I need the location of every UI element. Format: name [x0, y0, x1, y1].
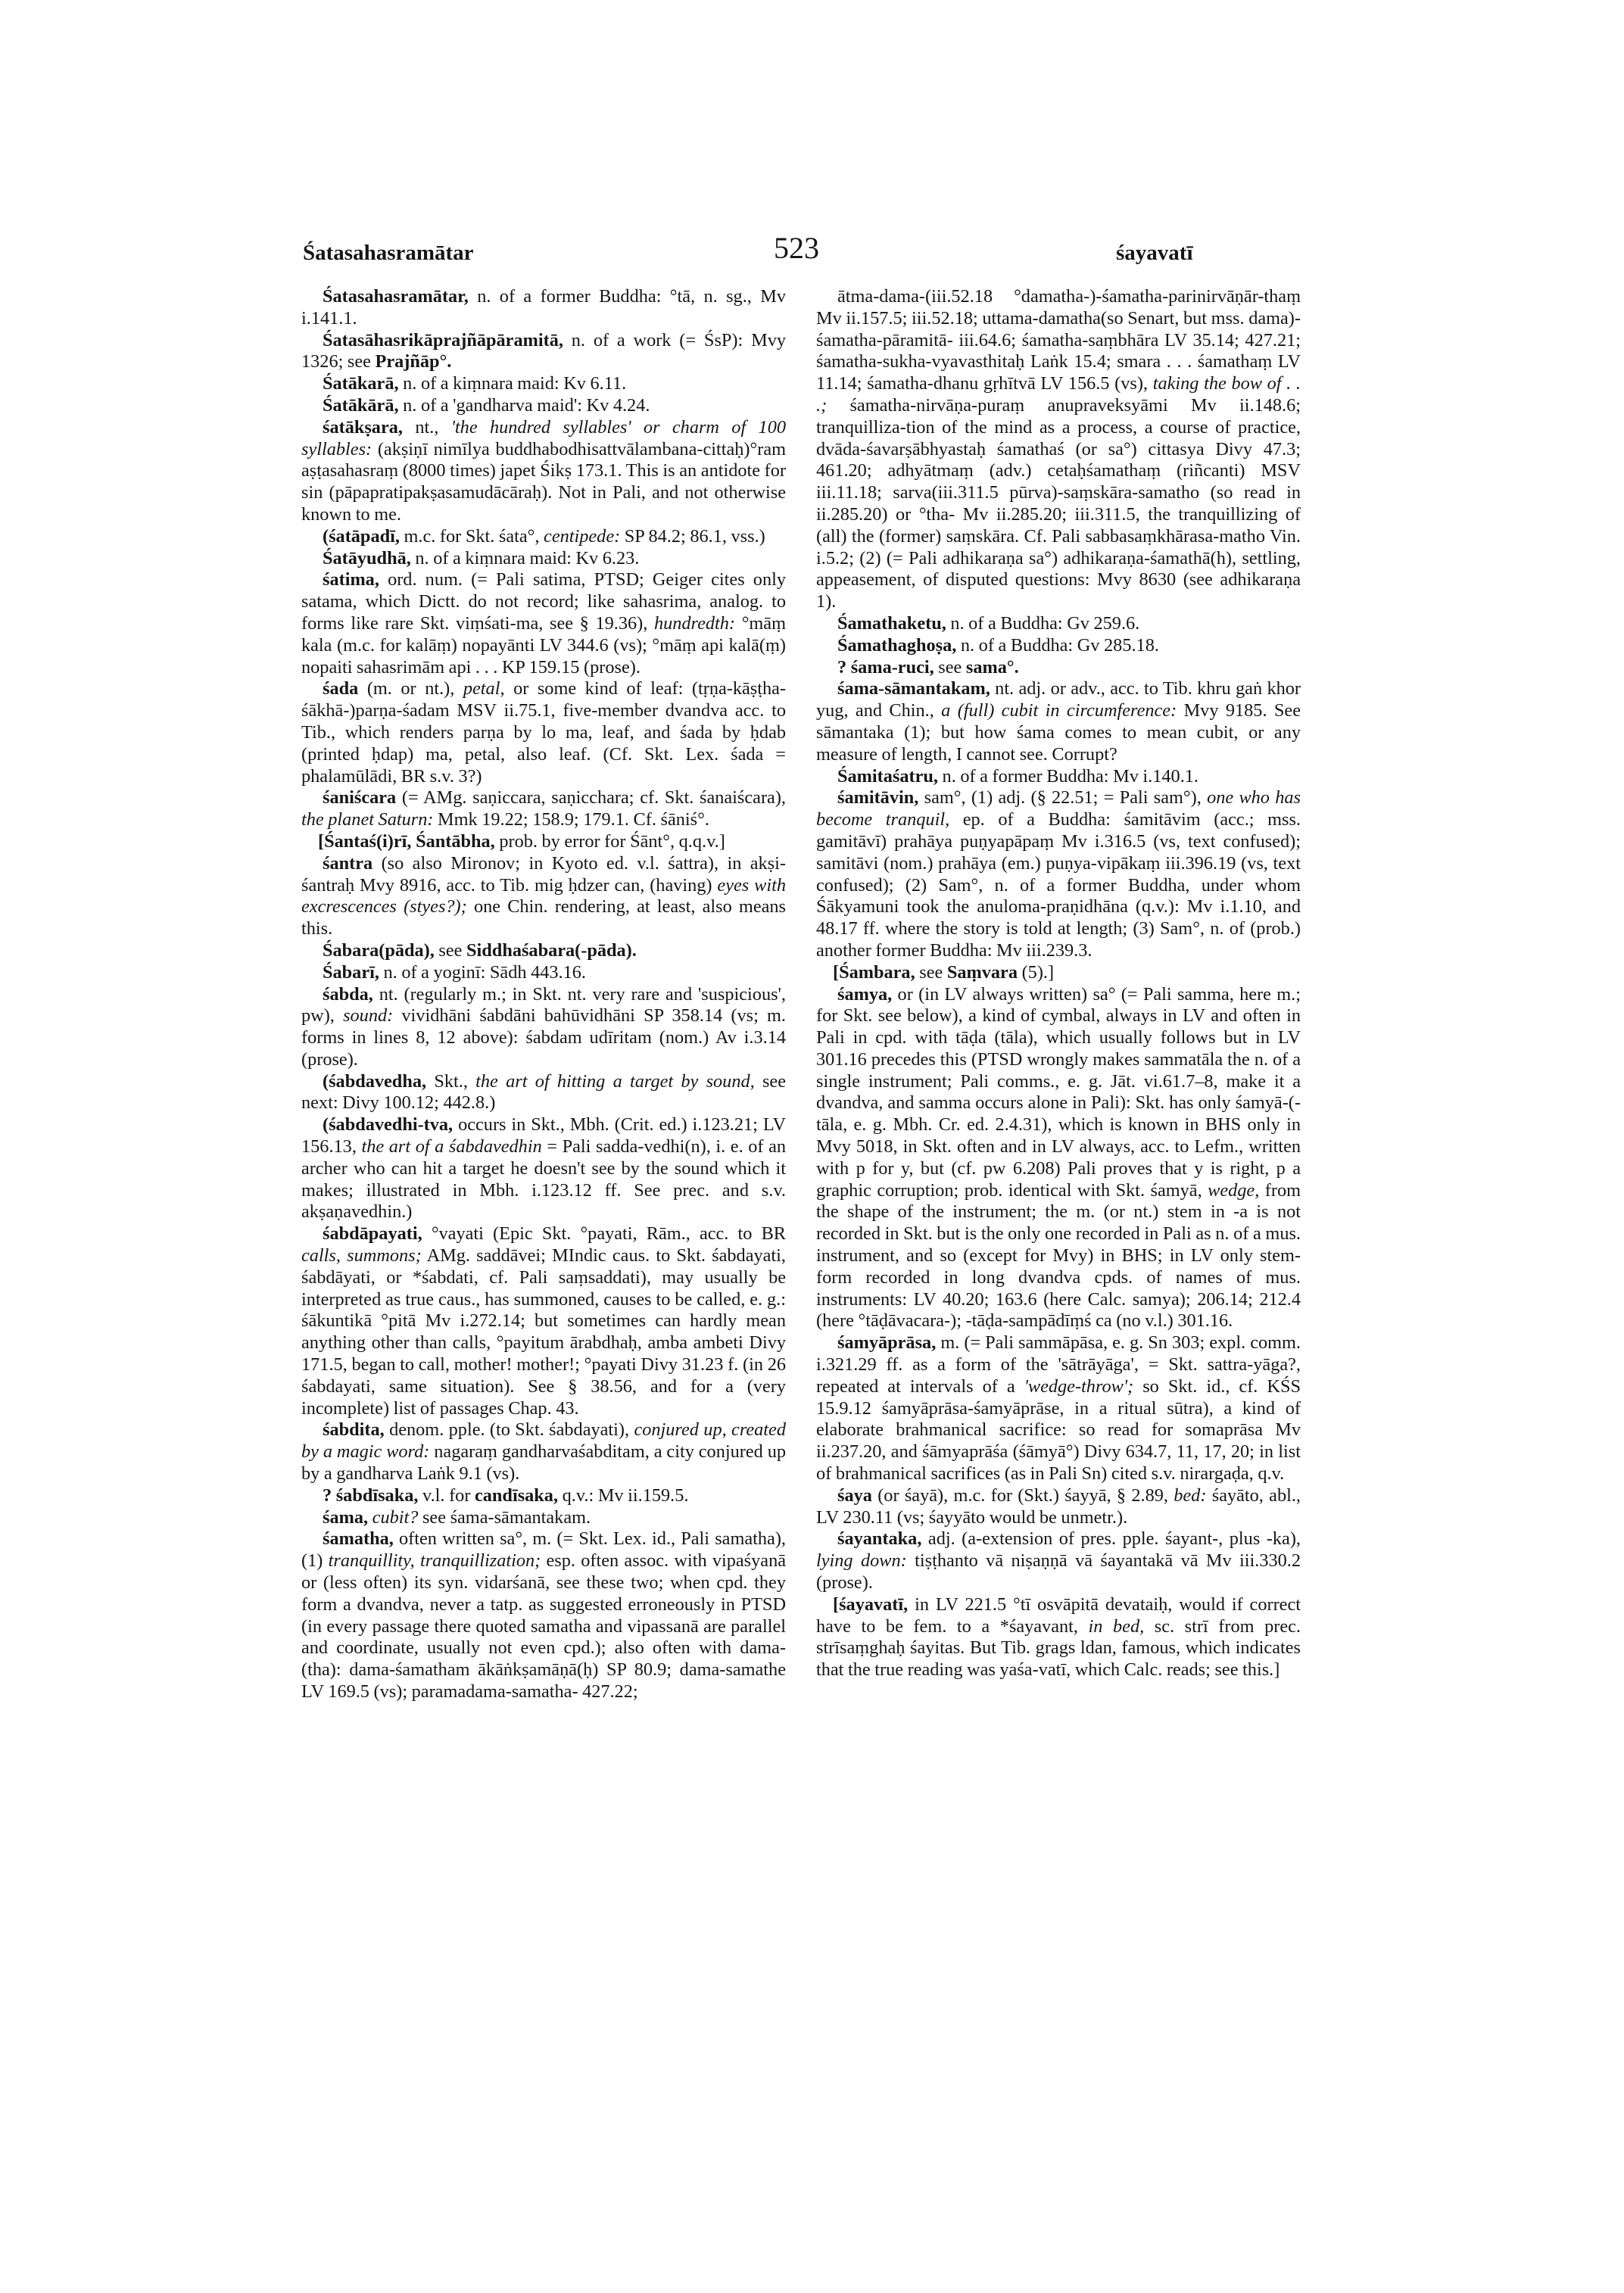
headword: śaniścara: [323, 787, 397, 808]
italic-gloss: eyes with excrescences (styes?);: [301, 874, 786, 918]
italic-gloss: the art of hitting a target by sound,: [475, 1070, 755, 1092]
cross-reference: candīsaka,: [474, 1485, 559, 1506]
italic-gloss: hundredth:: [653, 612, 736, 634]
headword: śamyāprāsa,: [837, 1332, 937, 1354]
dictionary-entry: [301, 962, 786, 984]
headword: [śayavatī,: [833, 1594, 909, 1615]
entry-text: AMg. saddāvei; MIndic caus. to Skt. śabdayati, śabdāyati, or *śabdati, cf. Pali saṃsaddati), may usually be interpreted as true caus., has summoned, causes to be called, e. g.: śākuntikā °pitā Mv i.272.14; but sometimes can hardly mean anything other than calls, °payitum ārabdhaḥ, amba ambeti Divy 171.5, began to call, mother! mother!; °payati Divy 31.23 f. (in 26 śabdayati, same situation). See § 38.56, and for a (very incomplete) list of passages Chap. 43.: [301, 1245, 786, 1419]
page-number: 523: [774, 231, 819, 265]
headword: śamitāvin,: [837, 787, 919, 808]
entry-text: ord. num. (= Pali satima, PTSD; Geiger cites only satama, which Dictt. do not record; like sahasrima, analog. to forms like rare Skt. viṃśati-ma, see § 19.36),: [301, 569, 786, 634]
entry-text: sam°, (1) adj. (§ 22.51; = Pali sam°),: [924, 787, 1208, 808]
entry-text: denom. pple. (to Skt. śabdayati),: [389, 1419, 634, 1441]
dictionary-entry: [301, 787, 786, 831]
dictionary-entry: [301, 286, 786, 330]
entry-text: see: [938, 656, 962, 678]
cross-reference: Saṃvara: [946, 961, 1018, 983]
dictionary-entry: [301, 548, 786, 570]
entry-text: one Chin. rendering, at least, also means this.: [301, 896, 786, 939]
italic-gloss: sound:: [343, 1005, 394, 1027]
headword: ? śabdīsaka,: [323, 1485, 419, 1506]
entry-text: (= AMg. saṇiccara, saṇicchara; cf. Skt. śanaiścara),: [401, 787, 787, 808]
running-head-left: Śatasahasramātar: [303, 241, 474, 265]
headword: Śamitaśatru,: [837, 765, 938, 787]
entry-text: (m. or nt.),: [366, 678, 463, 699]
entry-text: Mmk 19.22; 158.9; 179.1. Cf. śāniś°.: [438, 809, 709, 830]
entry-text: n. of a kiṃnara maid: Kv 6.23.: [415, 547, 640, 569]
dictionary-entry: [301, 395, 786, 417]
entry-text: v.l. for: [422, 1485, 471, 1506]
headword: Śatākārā,: [323, 394, 399, 416]
dictionary-entry: [816, 657, 1301, 679]
entry-text: adj. (a-extension of pres. pple. śayant-, plus -ka),: [927, 1528, 1301, 1550]
headword: śantra: [323, 852, 373, 874]
entry-text: (akṣiṇī nimīlya buddhabodhisattvālambana-cittaḥ)°ram aṣṭasahasraṃ (8000 times) japet Śikṣ 173.1. This is an antidote for sin (pāpapratipakṣasamudācāraḥ). Not in Pali, and not otherwise known to me.: [301, 438, 787, 525]
entry-text: often written sa°, m. (= Skt. Lex. id., Pali samatha), (1): [301, 1528, 786, 1572]
dictionary-entry: [301, 1485, 786, 1507]
entry-text: śamatha-nirvāṇa-puraṃ anupraveksyāmi Mv ii.148.6; tranquilliza-tion of the mind as a process, a course of practice, dvāda-śavarṣābhyastaḥ śamathaś (or sa°) cittasya Divy 47.3; 461.20; adhyātmaṃ (adv.) cetaḥśamathaṃ (riñcanti) MSV iii.11.18; sarva(iii.311.5 pūrva)-saṃskāra-samatho (so read in ii.285.20) or °tha- Mv ii.285.20; iii.311.5, the tranquillizing of (all) the (former) saṃskāra. Cf. Pali sabbasaṃkhārasa-matho Vin. i.5.2; (2) (= Pali adhikaraṇa sa°) adhikaraṇa-śamathā(h), settling, appeasement, of disputed questions: Mvy 8630 (see adhikaraṇa 1).: [816, 394, 1301, 612]
italic-gloss: taking the bow of . . .;: [816, 373, 1301, 416]
headword: śaya: [837, 1485, 872, 1506]
headword: Śatākarā,: [323, 373, 399, 394]
dictionary-entry: [301, 1507, 786, 1529]
italic-gloss: one who has become tranquil,: [816, 787, 1301, 830]
entry-text: (or śayā), m.c. for (Skt.) śayyā, § 2.89,: [877, 1485, 1174, 1506]
left-column: [301, 286, 786, 1703]
entry-text: nt. (regularly m.; in Skt. nt. very rare and 'suspicious', pw),: [301, 983, 786, 1027]
entry-text: nt.,: [415, 416, 451, 438]
entry-text: °vayati (Epic Skt. °payati, Rām., acc. to BR: [431, 1223, 786, 1245]
italic-gloss: cubit?: [372, 1506, 419, 1528]
entry-text: n. of a 'gandharva maid': Kv 4.24.: [403, 394, 650, 416]
dictionary-entry: [816, 984, 1301, 1333]
dictionary-entry: [816, 613, 1301, 635]
headword: śatima,: [323, 569, 379, 590]
headword: [Śambara,: [833, 961, 915, 983]
headword: Śabarī,: [323, 961, 379, 983]
entry-text: Skt.,: [434, 1070, 476, 1092]
dictionary-entry: [816, 286, 1301, 613]
dictionary-entry: [816, 787, 1301, 961]
headword: [Śantaś(i)rī, Śantābha,: [318, 830, 495, 852]
italic-gloss: petal,: [463, 678, 505, 699]
italic-gloss: centipede:: [544, 525, 621, 547]
italic-gloss: lying down:: [816, 1550, 907, 1572]
right-column: [816, 286, 1301, 1681]
italic-gloss: a (full) cubit in circumference:: [941, 700, 1177, 721]
headword: śamya,: [837, 983, 893, 1005]
entry-text: n. of a yoginī: Sādh 443.16.: [383, 961, 586, 983]
headword: Śamathaghoṣa,: [837, 634, 957, 656]
italic-gloss: tranquillity, tranquillization;: [328, 1550, 541, 1572]
entry-text: m. (= Pali sammāpāsa, e. g. Sn 303; expl. comm. i.321.29 ff. as a form of the 'sātrāyāga', = Skt. sattra-yāga?, repeated at intervals of a: [816, 1332, 1301, 1397]
entry-text: n. of a kiṃnara maid: Kv 6.11.: [403, 373, 627, 394]
entry-text: tiṣṭhanto vā niṣaṇṇā vā śayantakā vā Mv iii.330.2 (prose).: [816, 1550, 1301, 1594]
dictionary-entry: [301, 569, 786, 678]
dictionary-entry: [816, 1485, 1301, 1529]
dictionary-entry: [301, 1071, 786, 1115]
headword: Śabara(pāda),: [323, 939, 435, 961]
entry-text: q.v.: Mv ii.159.5.: [562, 1485, 689, 1506]
entry-text: °māṃ kala (m.c. for kalāṃ) nopayānti LV 344.6 (vs); °māṃ api kalā(ṃ) nopaiti sahasrimām api . . . KP 159.15 (prose).: [301, 612, 786, 678]
headword: Śamathaketu,: [837, 612, 946, 634]
dictionary-entry: [301, 417, 786, 526]
entry-text: see śama-sāmantakam.: [422, 1506, 591, 1528]
entry-text: n. of a former Buddha: °tā, n. sg., Mv i.141.1.: [301, 286, 786, 329]
headword: śatākṣara,: [323, 416, 403, 438]
cross-reference: Siddhaśabara(-pāda).: [466, 939, 637, 961]
headword: (śatāpadī,: [323, 525, 400, 547]
cross-reference: Prajñāp°.: [375, 351, 452, 372]
entry-text: = Pali sadda-vedhi(n), i. e. of an archer who can hit a target he doesn't see by the sound which it makes; illustrated in Mbh. i.123.12 ff. See prec. and s.v. akṣaṇavedhin.): [301, 1136, 786, 1223]
headword: Śatasahasramātar,: [323, 286, 469, 307]
italic-gloss: the art of a śabdavedhin: [361, 1136, 542, 1157]
entry-text: ep. of a Buddha: śamitāvim (acc.; mss. gamitāvī) prahāya puṇyapāpaṃ Mv i.316.5 (vs, text confused); samitāvi (nom.) prahāya (em.) puṇya-vipākaṃ iii.396.19 (vs, text confused); (2) Sam°, n. of a former Buddha, under whom Śākyamuni took the anuloma-praṇidhāna (q.v.): Mv i.1.10, and 48.17 ff. where the story is told at length; (3) Sam°, n. of (prob.) another former Buddha: Mv iii.239.3.: [816, 809, 1301, 961]
entry-text: or (in LV always written) sa° (= Pali samma, here m.; for Skt. see below), a kind of cymbal, always in LV and often in Pali in cpd. with tāḍa (tāla), which usually follows but in LV 301.16 precedes this (PTSD wrongly makes sammatāla the n. of a single instrument; Pali comms., e. g. Jāt. vi.61.7–8, make it a dvandva, and samma occurs alone in Pali): Skt. has only śamyā-(-tāla, e. g. Mbh. Cr. ed. 2.4.31), which is known in BHS only in Mvy 5018, in Skt. often and in LV always, acc. to Lefm., written with p for y, but (cf. pw 6.208) Pali proves that y is right, p a graphic corruption; prob. identical with Skt. śamyā,: [816, 983, 1301, 1201]
headword: śama,: [323, 1506, 369, 1528]
entry-text: śayāto, abl., LV 230.11 (vs; śayyāto would be unmetr.).: [816, 1485, 1301, 1528]
headword: śabda,: [323, 983, 373, 1005]
dictionary-entry: [301, 831, 786, 853]
dictionary-entry: [816, 635, 1301, 657]
italic-gloss: 'the hundred syllables' or charm of 100 syllables:: [301, 416, 786, 460]
running-head-right: śayavatī: [1116, 241, 1193, 265]
entry-text: so Skt. id., cf. KŚS 15.9.12 śamyāprāsa-śamyāprāse, in a ritual sūtra), a kind of elaborate brahmanical sacrifice: so read for somaprāsa Mv ii.237.20, and śāmyaprāśa (śāmyā°) Divy 634.7, 11, 17, 20; in list of brahmanical sacrifices (as in Pali Sn) cited s.v. nirargaḍa, q.v.: [816, 1375, 1301, 1485]
cross-reference: sama°.: [965, 656, 1019, 678]
entry-text: SP 84.2; 86.1, vss.): [624, 525, 765, 547]
entry-text: m.c. for Skt. śata°,: [404, 525, 544, 547]
headword: śama-sāmantakam,: [837, 678, 990, 699]
headword: śamatha,: [323, 1528, 394, 1550]
entry-text: (5).]: [1021, 961, 1055, 983]
dictionary-entry: [301, 853, 786, 940]
entry-text: see: [438, 939, 463, 961]
dictionary-entry: [816, 678, 1301, 765]
entry-text: n. of a former Buddha: Mv i.140.1.: [942, 765, 1199, 787]
headword: śada: [323, 678, 359, 699]
dictionary-entry: [301, 1114, 786, 1223]
italic-gloss: calls, summons;: [301, 1245, 422, 1266]
dictionary-entry: [301, 1223, 786, 1419]
entry-text: prob. by error for Śānt°, q.q.v.]: [499, 830, 725, 852]
entry-text: sc. strī from prec. strīsaṃghaḥ śayitas. But Tib. grags ldan, famous, which indicates that the true reading was yaśa-vatī, which Calc. reads; see this.]: [816, 1615, 1301, 1681]
headword: Śatāyudhā,: [323, 547, 411, 569]
entry-text: n. of a Buddha: Gv 285.18.: [960, 634, 1159, 656]
entry-text: esp. often assoc. with vipaśyanā or (less often) its syn. vidarśanā, see these two; when cpd. they form a dvandva, never a tatp. as suggested erroneously in PTSD (in every passage there quoted samatha and vipassanā are parallel and coordinate, usually not even cpd.); also often with dama-(tha): dama-śamatham ākāṅkṣamāṇā(ḥ) SP 80.9; dama-samathe LV 169.5 (vs); paramadama-samatha- 427.22;: [301, 1550, 787, 1702]
dictionary-entry: [301, 373, 786, 395]
entry-text: Mvy 9185. See sāmantaka (1); but how śama comes to mean cubit, or any measure of length, I cannot see. Corrupt?: [816, 700, 1301, 765]
headword: (śabdavedhi-tva,: [323, 1114, 454, 1136]
entry-text: ātma-dama-(iii.52.18 °damatha-)-śamatha-parinirvāṇār-thaṃ Mv ii.157.5; iii.52.18; uttama-damatha(so Senart, but mss. dama)-śamatha-pāramitā- iii.64.6; śamatha-saṃbhāra LV 35.14; 427.21; śamatha-sukha-vyavasthitaḥ Laṅk 15.4; smara . . . śamathaṃ LV 11.14; śamatha-dhanu gṛhītvā LV 156.5 (vs),: [816, 286, 1301, 394]
entry-text: n. of a Buddha: Gv 259.6.: [950, 612, 1140, 634]
headword: śabdāpayati,: [323, 1223, 422, 1245]
italic-gloss: wedge,: [1208, 1179, 1260, 1201]
headword: śayantaka,: [837, 1528, 922, 1550]
dictionary-entry: [816, 1594, 1301, 1681]
headword: (śabdavedha,: [323, 1070, 427, 1092]
italic-gloss: conjured up, created by a magic word:: [301, 1419, 786, 1463]
italic-gloss: 'wedge-throw';: [1024, 1375, 1134, 1397]
dictionary-entry: [816, 1528, 1301, 1594]
italic-gloss: bed:: [1174, 1485, 1207, 1506]
entry-text: (so also Mironov; in Kyoto ed. v.l. śattra), in akṣi-śantraḥ Mvy 8916, acc. to Tib. mig ḥdzer can, (having): [301, 852, 786, 896]
entry-text: occurs in Skt., Mbh. (Crit. ed.) i.123.21; LV 156.13,: [301, 1114, 787, 1157]
entry-text: nt. adj. or adv., acc. to Tib. khru gaṅ khor yug, and Chin.,: [816, 678, 1301, 721]
dictionary-entry: [816, 962, 1301, 984]
dictionary-entry: [301, 678, 786, 787]
entry-text: from the shape of the instrument; the m. (or nt.) stem in -a is not recorded in Skt. but is the only one recorded in Pali as n. of a mus. instrument, and so (except for Mvy) in BHS; in LV only stem-form recorded in long dvandva cpds. of names of mus. instruments: LV 40.20; 163.6 (here Calc. samya); 206.14; 212.4 (here °tāḍāvacara-); -tāḍa-sampādīṃś ca (no v.l.) 301.16.: [816, 1179, 1301, 1332]
dictionary-entry: [816, 766, 1301, 788]
dictionary-entry: [816, 1332, 1301, 1485]
entry-text: vividhāni śabdāni bahūvidhāni SP 358.14 (vs; m. forms in lines 8, 12 above): śabdam udīritam (nom.) Av i.3.14 (prose).: [301, 1005, 787, 1070]
italic-gloss: the planet Saturn:: [301, 809, 434, 830]
entry-text: see: [919, 961, 943, 983]
dictionary-entry: [301, 940, 786, 962]
entry-text: see next: Divy 100.12; 442.8.): [301, 1070, 786, 1114]
headword: Śatasāhasrikāprajñāpāramitā,: [323, 329, 563, 350]
dictionary-entry: [301, 1528, 786, 1703]
entry-text: n. of a work (= ŚsP): Mvy 1326; see: [301, 329, 786, 372]
headword: ? śama-ruci,: [837, 656, 934, 678]
italic-gloss: in bed,: [1088, 1615, 1145, 1637]
headword: śabdita,: [323, 1419, 385, 1441]
dictionary-entry: [301, 984, 786, 1071]
entry-text: nagaraṃ gandharvaśabditam, a city conjured up by a gandharva Laṅk 9.1 (vs).: [301, 1441, 786, 1485]
entry-text: in LV 221.5 °tī osvāpitā devataiḥ, would if correct have to be fem. to a *śayavant,: [816, 1594, 1301, 1637]
entry-text: or some kind of leaf: (tṛṇa-kāṣṭha-śākhā-)parṇa-śadam MSV ii.75.1, five-member dvandva acc. to Tib., which renders parṇa by lo ma, leaf, and śada by ḥdab (printed ḥdap) ma, petal, also leaf. (Cf. Skt. Lex. śada = phalamūlādi, BR s.v. 3?): [301, 678, 787, 787]
dictionary-entry: [301, 330, 786, 374]
dictionary-entry: [301, 1419, 786, 1485]
dictionary-entry: [301, 526, 786, 548]
